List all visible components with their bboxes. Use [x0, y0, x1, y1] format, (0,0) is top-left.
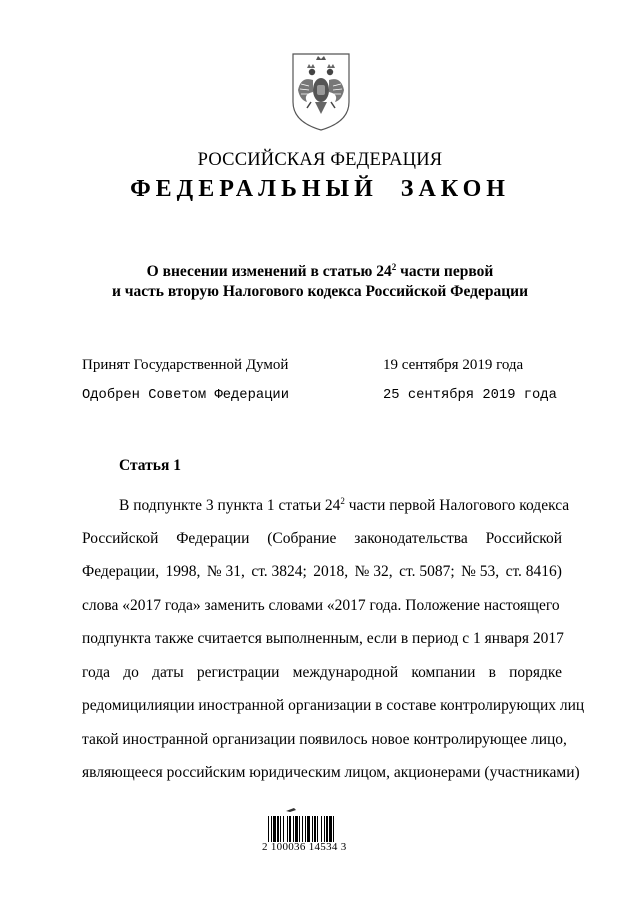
barcode-bar	[299, 816, 300, 842]
barcode-bar	[329, 816, 332, 842]
text-word: ст. 5087;	[399, 563, 455, 580]
article-text-line: подпункта также считается выполненным, если в период с 1 января 2017	[82, 630, 564, 647]
law-title-line-1: О внесении изменений в статью $24^2$ части первой	[146, 262, 494, 280]
barcode-bar	[280, 816, 281, 842]
barcode-bar	[268, 816, 269, 842]
barcode-bar	[295, 816, 298, 842]
law-title-line-2: и часть вторую Налогового кодекса Российской Федерации	[111, 283, 529, 300]
article-text-line	[82, 664, 562, 684]
duma-adoption-label: Принят Государственной Думой	[82, 357, 289, 373]
text-word: компании	[411, 664, 476, 681]
text-word: Федерации,	[82, 563, 160, 580]
text-word: порядке	[509, 664, 562, 681]
barcode-number: 2 100036 14534 3	[262, 841, 347, 853]
text-word: ст. 8416)	[505, 563, 562, 580]
text-word: международной	[292, 664, 399, 681]
article-text-line: такой иностранной организации появилось новое контролирующее лицо,	[82, 731, 567, 748]
barcode-bar	[273, 816, 276, 842]
article-text-line	[82, 563, 562, 583]
article-text-line: являющееся российским юридическим лицом, акционерами (участниками)	[82, 764, 580, 781]
barcode-bar	[333, 816, 334, 842]
text-word: даты	[152, 664, 184, 681]
barcode-bar	[289, 816, 291, 842]
text-word: Российской	[82, 530, 159, 547]
barcode-bar	[314, 816, 316, 842]
text-segment: части первой Налогового кодекса	[344, 497, 570, 514]
text-word: № 53,	[461, 563, 500, 580]
text-word: в	[488, 664, 496, 681]
article-text-line: редомицилияции иностранной организации в составе контролирующих лиц	[82, 697, 585, 714]
article-heading: Статья 1	[119, 457, 181, 474]
text-word: регистрации	[196, 664, 280, 681]
barcode-bar	[324, 816, 325, 842]
barcode-bar	[287, 816, 288, 842]
text-word: Российской	[485, 530, 562, 547]
barcode-bar	[302, 816, 303, 842]
superscript-number: 2	[340, 496, 345, 506]
document-type-heading: ФЕДЕРАЛЬНЫЙ ЗАКОН	[130, 176, 510, 202]
council-approval-date: 25 сентября 2019 года	[383, 388, 557, 403]
country-heading: РОССИЙСКАЯ ФЕДЕРАЦИЯ	[197, 150, 443, 170]
barcode-bar	[305, 816, 306, 842]
text-word: до	[123, 664, 139, 681]
article-text-line: слова «2017 года» заменить словами «2017 года. Положение настоящего	[82, 597, 560, 614]
text-word: № 31,	[206, 563, 245, 580]
coat-of-arms-emblem	[289, 50, 353, 132]
text-word: № 32,	[354, 563, 393, 580]
barcode-bar	[312, 816, 313, 842]
text-word: 2018,	[313, 563, 349, 580]
barcode-bar	[317, 816, 318, 842]
barcode-bar	[283, 816, 284, 842]
barcode-bar	[271, 816, 272, 842]
article-text-line	[82, 530, 562, 550]
text-word: года	[82, 664, 111, 681]
barcode-bar	[307, 816, 310, 842]
barcode-bar	[277, 816, 279, 842]
barcode-bar	[293, 816, 294, 842]
text-word: (Собрание	[267, 530, 337, 547]
text-word: ст. 3824;	[251, 563, 307, 580]
law-title	[0, 262, 640, 302]
article-text-line	[119, 496, 570, 517]
text-word: Федерации	[176, 530, 250, 547]
barcode-bar	[326, 816, 328, 842]
text-segment: В подпункте 3 пункта 1 статьи 24	[119, 497, 341, 514]
text-word: законодательства	[354, 530, 468, 547]
text-word: 1998,	[165, 563, 201, 580]
council-approval-label: Одобрен Советом Федерации	[82, 388, 289, 403]
barcode-bar	[321, 816, 322, 842]
duma-adoption-date: 19 сентября 2019 года	[383, 357, 524, 373]
